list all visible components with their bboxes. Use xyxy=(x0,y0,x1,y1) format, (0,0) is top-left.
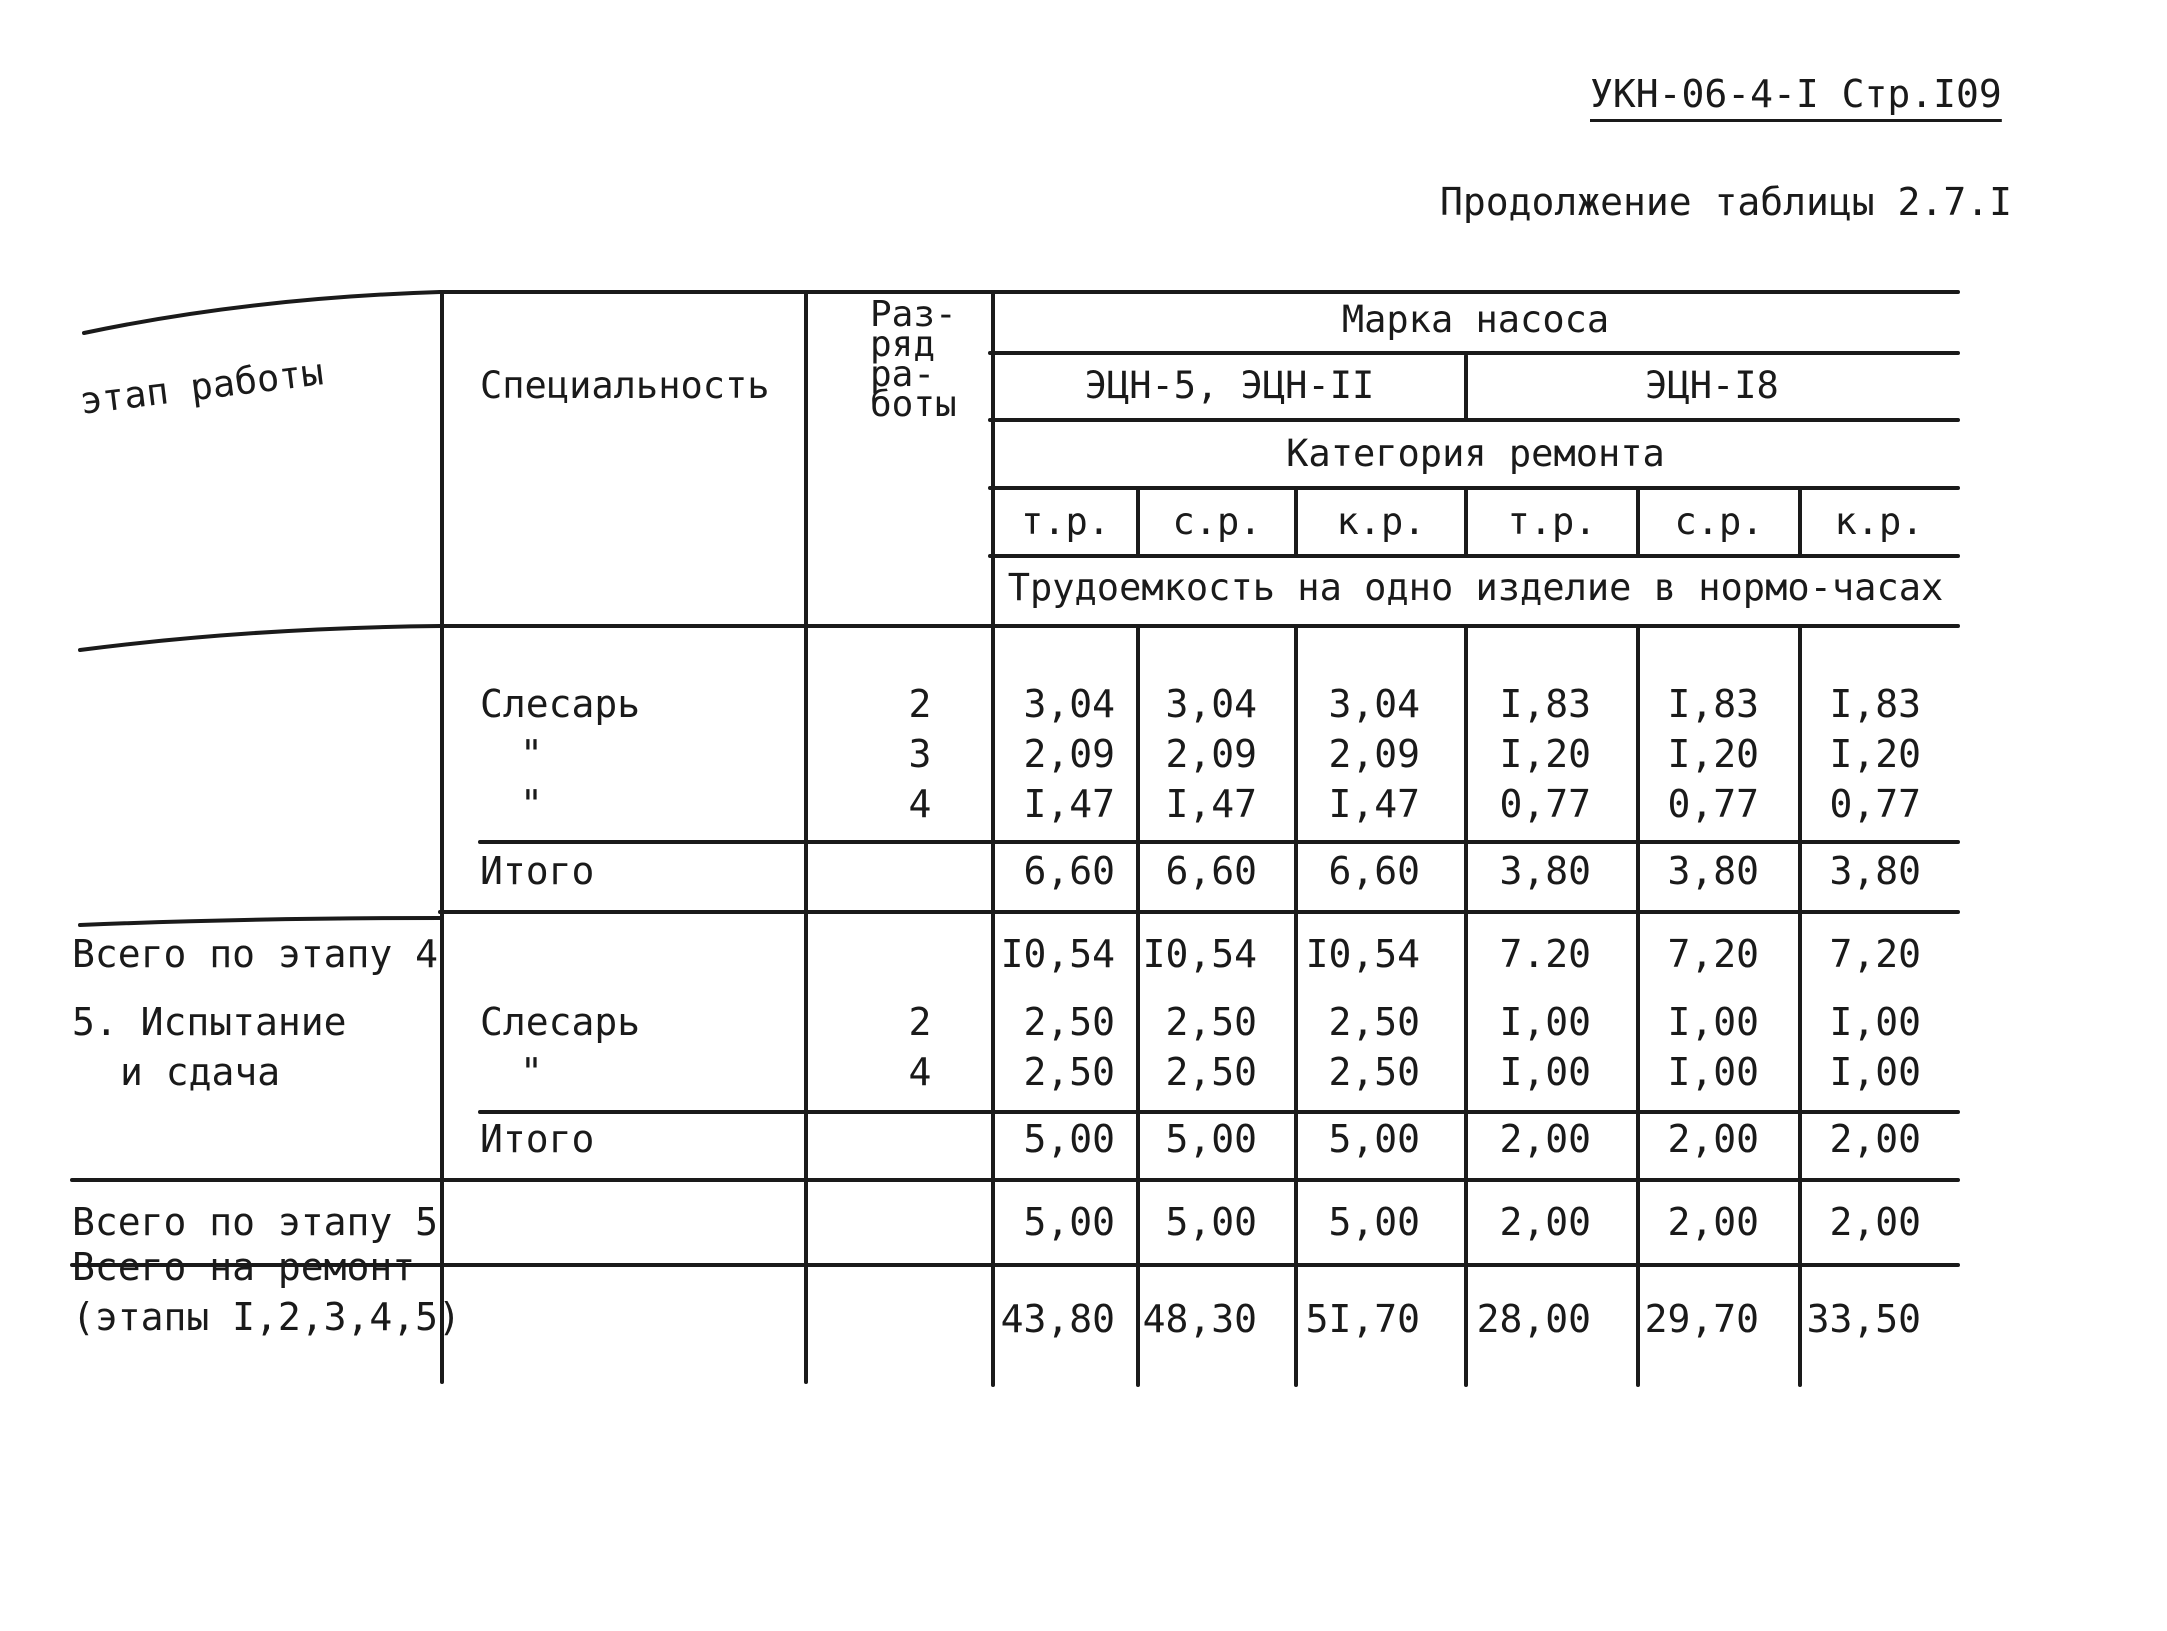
value-cell: 6,60 xyxy=(1023,849,1115,893)
specialty-header: Специальность xyxy=(480,364,770,407)
value-cell: 2,50 xyxy=(1165,1050,1257,1094)
table-continuation-title: Продолжение таблицы 2.7.I xyxy=(1440,180,2012,224)
grade-cell: 2 xyxy=(908,1000,932,1044)
value-cell: I,00 xyxy=(1499,1050,1591,1094)
value-cell: I,00 xyxy=(1499,1000,1591,1044)
value-cell: 29,70 xyxy=(1644,1297,1759,1341)
value-cell: I,00 xyxy=(1829,1050,1921,1094)
value-cell: 6,60 xyxy=(1328,849,1420,893)
value-cell: 0,77 xyxy=(1667,782,1759,826)
value-cell: 28,00 xyxy=(1476,1297,1591,1341)
value-cell: 48,30 xyxy=(1142,1297,1257,1341)
grade-header: Раз- ряд ра- боты xyxy=(870,294,957,425)
value-cell: 2,00 xyxy=(1667,1200,1759,1244)
specialty-cell: Слесарь xyxy=(480,682,641,726)
document-code: УКН-06-4-I Стр.I09 xyxy=(1590,72,2002,116)
value-cell: 2,50 xyxy=(1328,1050,1420,1094)
value-cell: I,83 xyxy=(1499,682,1591,726)
value-cell: 6,60 xyxy=(1165,849,1257,893)
value-cell: 2,09 xyxy=(1023,732,1115,776)
grade-cell: 4 xyxy=(908,1050,932,1094)
specialty-cell: Слесарь xyxy=(480,1000,641,1044)
value-cell: 33,50 xyxy=(1806,1297,1921,1341)
value-cell: I,83 xyxy=(1829,682,1921,726)
stage-cell: Всего на ремонт xyxy=(72,1245,416,1289)
value-cell: 5,00 xyxy=(1328,1200,1420,1244)
stage-cell: Всего по этапу 5 xyxy=(72,1200,439,1244)
value-cell: 2,50 xyxy=(1023,1050,1115,1094)
labor-unit-header: Трудоемкость на одно изделие в нормо-часах xyxy=(1007,566,1944,609)
value-cell: I0,54 xyxy=(1000,932,1115,976)
value-cell: 3,04 xyxy=(1023,682,1115,726)
pump-brand-header: Марка насоса xyxy=(1341,298,1610,341)
value-cell: 2,00 xyxy=(1829,1117,1921,1161)
value-cell: 2,00 xyxy=(1499,1117,1591,1161)
value-cell: I0,54 xyxy=(1142,932,1257,976)
category-header: к.р. xyxy=(1336,500,1426,543)
value-cell: 2,50 xyxy=(1165,1000,1257,1044)
pump-group-ecn5: ЭЦН-5, ЭЦН-II xyxy=(1084,364,1375,407)
stage-cell: (этапы I,2,3,4,5) xyxy=(72,1295,461,1339)
value-cell: 2,00 xyxy=(1829,1200,1921,1244)
value-cell: 2,50 xyxy=(1023,1000,1115,1044)
value-cell: 0,77 xyxy=(1499,782,1591,826)
value-cell: 3,80 xyxy=(1499,849,1591,893)
stage-cell: и сдача xyxy=(120,1050,281,1094)
value-cell: 2,09 xyxy=(1165,732,1257,776)
value-cell: I,47 xyxy=(1023,782,1115,826)
value-cell: 5,00 xyxy=(1165,1200,1257,1244)
specialty-ditto: " xyxy=(520,782,543,826)
value-cell: 7,20 xyxy=(1829,932,1921,976)
value-cell: 7,20 xyxy=(1667,932,1759,976)
category-header: к.р. xyxy=(1834,500,1924,543)
value-cell: 2,50 xyxy=(1328,1000,1420,1044)
value-cell: 3,04 xyxy=(1328,682,1420,726)
value-cell: I,83 xyxy=(1667,682,1759,726)
pump-group-ecn18: ЭЦН-I8 xyxy=(1645,364,1779,407)
stage-cell: Всего по этапу 4 xyxy=(72,932,439,976)
specialty-ditto: " xyxy=(520,1050,543,1094)
value-cell: 5,00 xyxy=(1165,1117,1257,1161)
repair-category-header: Категория ремонта xyxy=(1286,432,1665,475)
value-cell: 5,00 xyxy=(1023,1200,1115,1244)
value-cell: 43,80 xyxy=(1000,1297,1115,1341)
value-cell: 3,04 xyxy=(1165,682,1257,726)
value-cell: 2,00 xyxy=(1667,1117,1759,1161)
specialty-cell: Итого xyxy=(480,1117,595,1161)
value-cell: 5,00 xyxy=(1023,1117,1115,1161)
specialty-cell: Итого xyxy=(480,849,595,893)
value-cell: I,00 xyxy=(1667,1000,1759,1044)
value-cell: I,20 xyxy=(1667,732,1759,776)
grade-cell: 2 xyxy=(908,682,932,726)
specialty-ditto: " xyxy=(520,732,543,776)
category-header: с.р. xyxy=(1172,500,1262,543)
grade-cell: 3 xyxy=(908,732,932,776)
value-cell: 3,80 xyxy=(1667,849,1759,893)
value-cell: 2,00 xyxy=(1499,1200,1591,1244)
value-cell: I,00 xyxy=(1829,1000,1921,1044)
value-cell: I,47 xyxy=(1328,782,1420,826)
value-cell: 5I,70 xyxy=(1305,1297,1420,1341)
category-header: т.р. xyxy=(1507,500,1597,543)
value-cell: 2,09 xyxy=(1328,732,1420,776)
value-cell: I,47 xyxy=(1165,782,1257,826)
value-cell: I,00 xyxy=(1667,1050,1759,1094)
stage-cell: 5. Испытание xyxy=(72,1000,347,1044)
value-cell: I0,54 xyxy=(1305,932,1420,976)
value-cell: I,20 xyxy=(1499,732,1591,776)
value-cell: I,20 xyxy=(1829,732,1921,776)
value-cell: 3,80 xyxy=(1829,849,1921,893)
grade-cell: 4 xyxy=(908,782,932,826)
category-header: с.р. xyxy=(1674,500,1764,543)
stage-header: этап работы xyxy=(77,350,326,423)
value-cell: 5,00 xyxy=(1328,1117,1420,1161)
category-header: т.р. xyxy=(1020,500,1111,543)
value-cell: 0,77 xyxy=(1829,782,1921,826)
value-cell: 7.20 xyxy=(1499,932,1591,976)
